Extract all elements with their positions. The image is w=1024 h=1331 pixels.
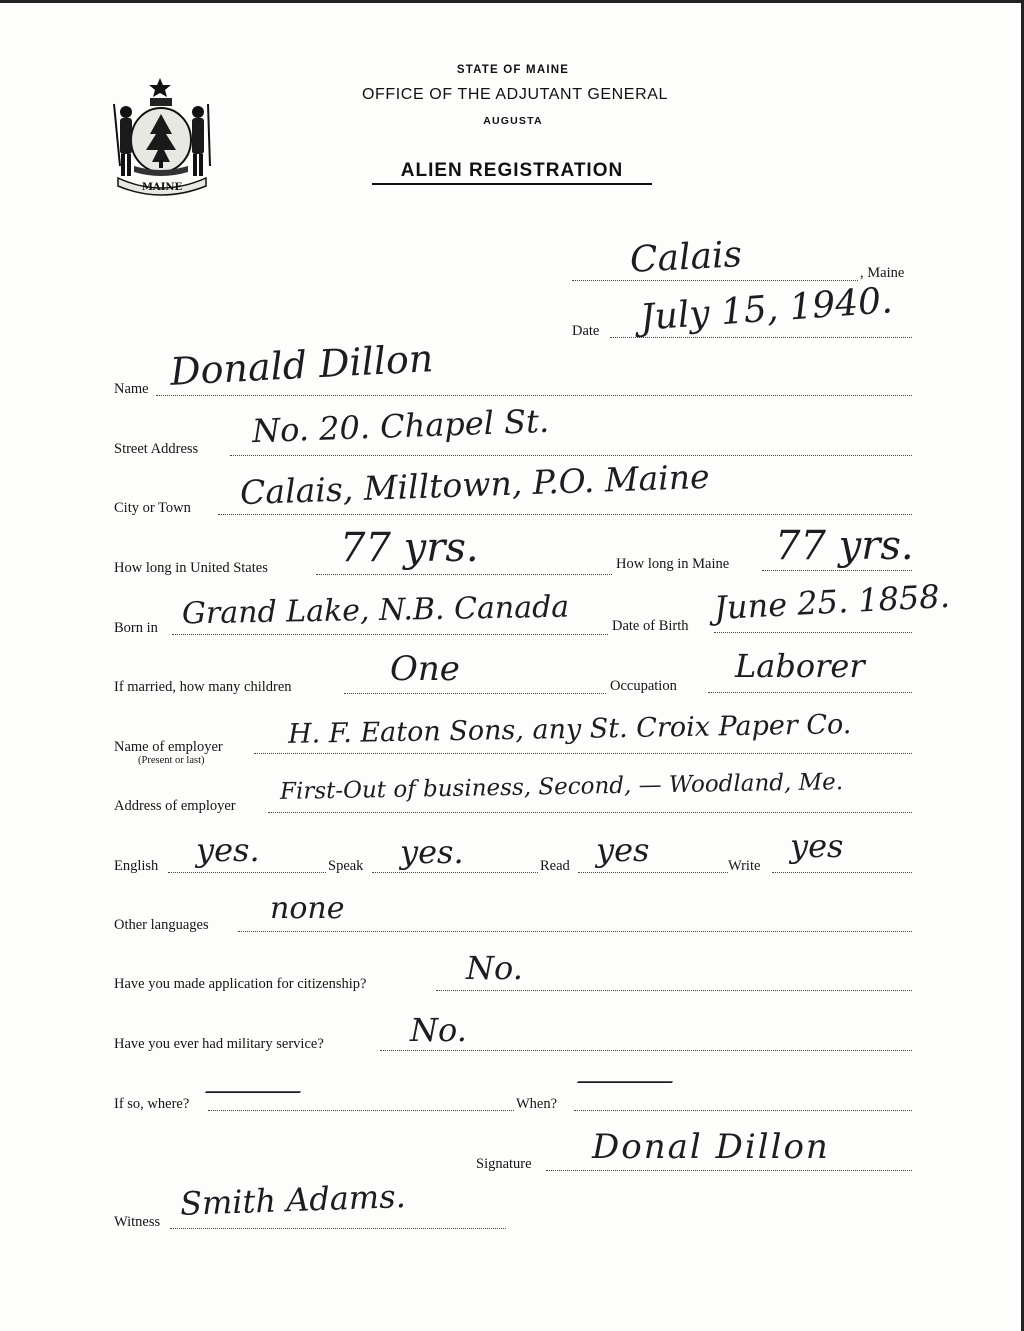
other-languages-line [238,931,912,932]
citizenship-value: No. [466,949,523,987]
witness-label: Witness [114,1214,161,1230]
header-state: STATE OF MAINE [456,64,570,76]
city-line [218,514,912,515]
occupation-label: Occupation [610,678,677,694]
name-line [156,395,912,396]
witness-line [170,1228,506,1229]
date-of-birth-value: June 25. 1858. [713,576,951,628]
speak-line [372,872,538,873]
when-value: — [573,1066,677,1096]
date-of-birth-line [714,632,912,633]
employer-value: H. F. Eaton Sons, any St. Croix Paper Co. [287,709,852,750]
english-line [168,872,326,873]
citizenship-line [436,990,912,991]
when-label: When? [516,1096,558,1112]
speak-label: Speak [328,858,364,874]
citizenship-label: Have you made application for citizenship? [114,976,367,992]
witness-value: Smith Adams. [179,1177,407,1223]
write-label: Write [728,858,761,874]
employer-label: Name of employer [114,739,223,755]
born-in-value: Grand Lake, N.B. Canada [181,589,570,632]
children-value: One [390,649,460,689]
military-label: Have you ever had military service? [114,1036,324,1052]
how-long-us-label: How long in United States [114,560,268,576]
employer-address-value: First-Out of business, Second, — Woodland, Me. [279,769,844,805]
header-city: AUGUSTA [483,115,543,127]
city-value: Calais, Milltown, P.O. Maine [239,456,711,513]
date-label: Date [572,323,600,339]
write-value: yes [790,827,844,865]
if-so-where-label: If so, where? [114,1096,190,1112]
scan-border-top [0,0,1024,3]
military-line [380,1050,912,1051]
signature-label: Signature [476,1156,532,1172]
signature-line [546,1170,912,1171]
employer-address-line [268,812,912,813]
occupation-value: Laborer [735,647,865,685]
form-title: ALIEN REGISTRATION [372,160,652,185]
read-label: Read [540,858,570,874]
date-value: July 15, 1940. [638,280,894,339]
occupation-line [708,692,912,693]
how-long-maine-line [762,570,912,571]
children-label: If married, how many children [114,679,292,695]
svg-text:MAINE: MAINE [141,182,183,193]
street-address-value: No. 20. Chapel St. [251,401,550,451]
speak-value: yes. [400,833,464,871]
how-long-maine-value: 77 yrs. [775,523,914,569]
employer-note: (Present or last) [138,755,205,766]
read-line [578,872,728,873]
how-long-us-value: 77 yrs. [340,525,479,571]
how-long-us-line [316,574,612,575]
maine-label: , Maine [860,265,905,281]
children-line [344,693,606,694]
military-value: No. [410,1011,467,1049]
name-label: Name [114,381,149,397]
other-languages-value: none [270,891,345,926]
street-address-line [230,455,912,456]
english-value: yes. [196,831,260,869]
read-value: yes [596,831,650,869]
header-office: OFFICE OF THE ADJUTANT GENERAL [361,86,669,103]
how-long-maine-label: How long in Maine [616,556,730,572]
other-languages-label: Other languages [114,917,209,933]
born-in-label: Born in [114,620,158,636]
street-address-label: Street Address [114,441,199,457]
signature-value: Donal Dillon [592,1127,830,1167]
name-value: Donald Dillon [169,336,435,394]
date-of-birth-label: Date of Birth [612,618,689,634]
when-line [574,1110,912,1111]
born-in-line [172,634,608,635]
employer-line [254,753,912,754]
english-label: English [114,858,159,874]
if-so-where-value: — [201,1076,305,1106]
town-value: Calais [628,234,743,281]
town-line [572,280,858,281]
city-label: City or Town [114,500,191,516]
write-line [772,872,912,873]
if-so-where-line [208,1110,514,1111]
employer-address-label: Address of employer [114,798,236,814]
